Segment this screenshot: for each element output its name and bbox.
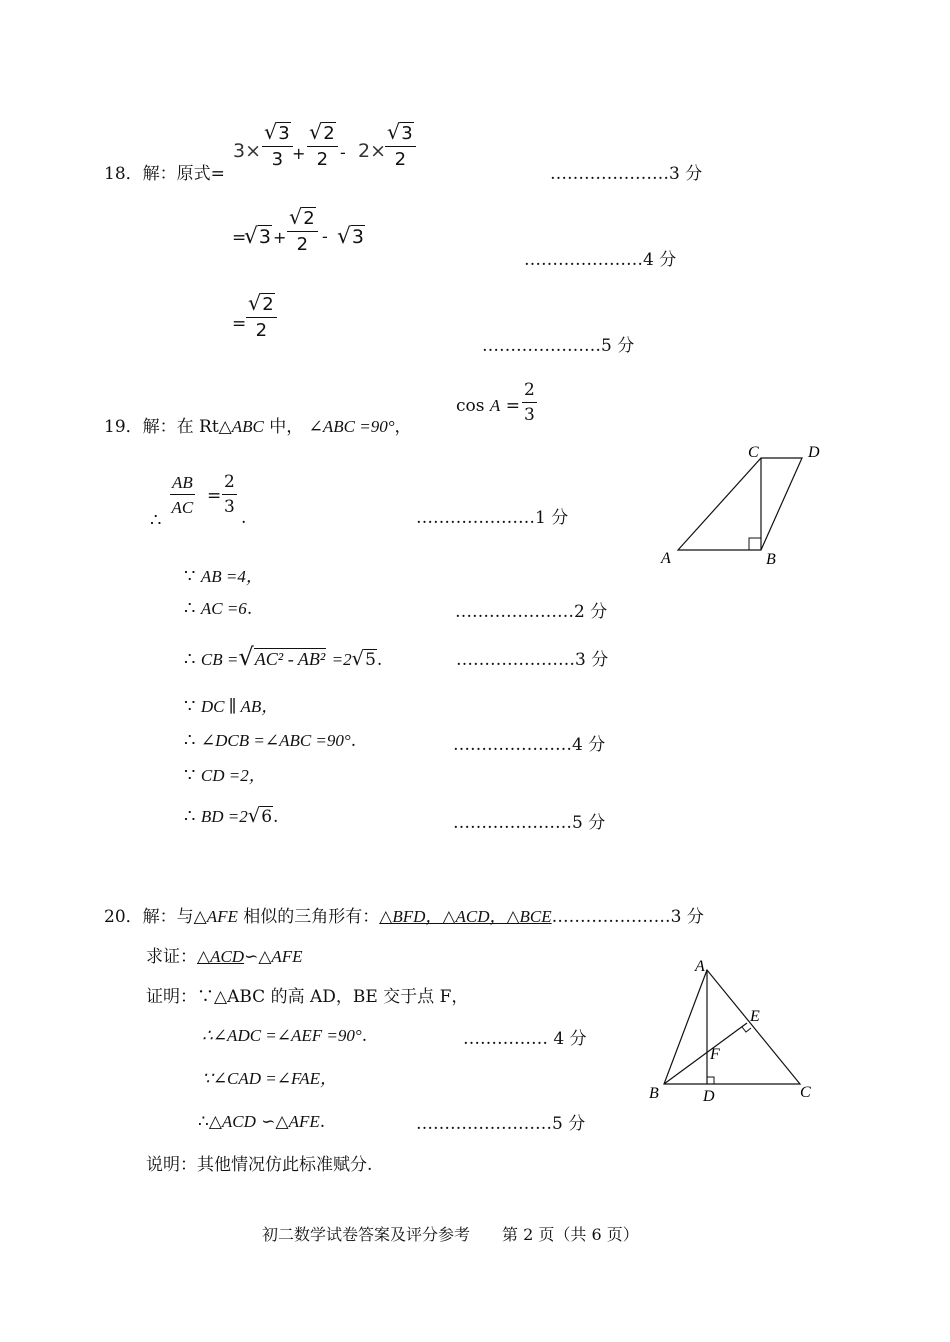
fraction: √3 2 bbox=[385, 122, 416, 169]
page-footer: 初二数学试卷答案及评分参考 第 2 页（共 6 页） bbox=[262, 1225, 639, 1244]
label-a: A bbox=[661, 550, 671, 567]
label-a: A bbox=[695, 958, 705, 975]
score: …………… 4 分 bbox=[463, 1029, 587, 1049]
right-angle-mark bbox=[749, 538, 761, 550]
q19-line8: ∴ BD =2√6. bbox=[184, 804, 279, 827]
right-angle-mark-d bbox=[707, 1077, 714, 1084]
q20-prove: 求证：△ACD∽△AFE bbox=[146, 947, 303, 967]
score: …………………4 分 bbox=[453, 735, 606, 755]
score: …………………2 分 bbox=[455, 602, 608, 622]
right-angle-mark-e bbox=[742, 1027, 751, 1032]
q20-header: 20．解：与△AFE 相似的三角形有：△BFD，△ACD，△BCE…………………3 分 bbox=[104, 907, 704, 927]
label-b: B bbox=[649, 1085, 659, 1102]
fraction: AB AC bbox=[171, 473, 194, 517]
q20-proof-line4: ∴△ACD ∽△AFE. bbox=[198, 1112, 326, 1132]
score: …………………5 分 bbox=[453, 813, 606, 833]
q20-note: 说明：其他情况仿此标准赋分. bbox=[146, 1155, 373, 1175]
label-d: D bbox=[808, 444, 820, 461]
score: …………………3 分 bbox=[550, 164, 703, 184]
q20-figure bbox=[640, 955, 830, 1105]
label-f: F bbox=[710, 1046, 720, 1063]
fraction: 2 3 bbox=[524, 380, 535, 425]
fraction: √2 2 bbox=[307, 122, 338, 169]
q20-proof-line1: 证明：∵△ABC 的高 AD，BE 交于点 F， bbox=[146, 987, 469, 1007]
parallelogram-abdc bbox=[678, 458, 802, 550]
q19-line2: ∵ AB =4， bbox=[184, 566, 263, 587]
q19-line7: ∵ CD =2， bbox=[184, 765, 266, 786]
label-d: D bbox=[703, 1088, 715, 1105]
fraction: √3 3 bbox=[262, 122, 293, 169]
q18-label: 18．解：原式= bbox=[104, 164, 225, 184]
q19-line5: ∵ DC ∥ AB， bbox=[184, 696, 279, 717]
altitude-be bbox=[664, 1023, 747, 1084]
triangle-abc bbox=[664, 970, 800, 1084]
label-c: C bbox=[748, 444, 759, 461]
score: …………………3 分 bbox=[456, 650, 609, 670]
fraction: 2 3 bbox=[224, 472, 235, 517]
label-e: E bbox=[750, 1008, 760, 1025]
q19-figure bbox=[650, 435, 840, 570]
fraction: √2 2 bbox=[287, 207, 318, 254]
score: …………………1 分 bbox=[416, 508, 569, 528]
answer-page: 18．解：原式= 3× √3 3 + √2 2 - 2× √3 2 …………………3 分 = √3 + √2 2 - √3 …………………4 分 = √2 2 …………………5 分 19．解：在 Rt△ABC 中， ∠ABC =90°， cos A = 2 3 ∴ AB AC = 2 3 . …………………1 分 ∵ AB =4， ∴ AC =6. …………………2 分 ∴ CB =√AC² - AB² =2√5. …………………3 分 ∵ DC ∥ AB， ∴ ∠DCB =∠ABC =90°. …………………4 分 ∵ CD =2， ∴ BD =2√6. …………………5 分 C D A B 20．解：与△AFE 相似的三角形有：△BFD，△ACD，△BCE…………………3 分 求证：△ACD∽△AFE 证明：∵△ABC 的高 AD，BE 交于点 F， ∴∠ADC =∠AEF =90°. …………… 4 分 ∵∠CAD =∠FAE， ∴△ACD ∽△AFE. ……………………5 分 说明：其他情况仿此标准赋分. A E F B D C 初二数学试卷答案及评分参考 第 2 页（共 6 页） bbox=[0, 0, 950, 1342]
q19-line3: ∴ AC =6. bbox=[184, 598, 253, 619]
q20-proof-line2: ∴∠ADC =∠AEF =90°. bbox=[202, 1026, 368, 1046]
label-b: B bbox=[766, 551, 776, 568]
q20-proof-line3: ∵∠CAD =∠FAE， bbox=[202, 1069, 337, 1088]
q19-line6: ∴ ∠DCB =∠ABC =90°. bbox=[184, 730, 357, 751]
score: …………………4 分 bbox=[524, 250, 677, 270]
label-c: C bbox=[800, 1084, 811, 1101]
q19-line4: ∴ CB =√AC² - AB² =2√5. bbox=[184, 642, 383, 671]
score: …………………5 分 bbox=[482, 336, 635, 356]
q19-header: 19．解：在 Rt△ABC 中， ∠ABC =90°， bbox=[104, 417, 412, 437]
score: ……………………5 分 bbox=[416, 1114, 586, 1134]
fraction: √2 2 bbox=[246, 293, 277, 340]
